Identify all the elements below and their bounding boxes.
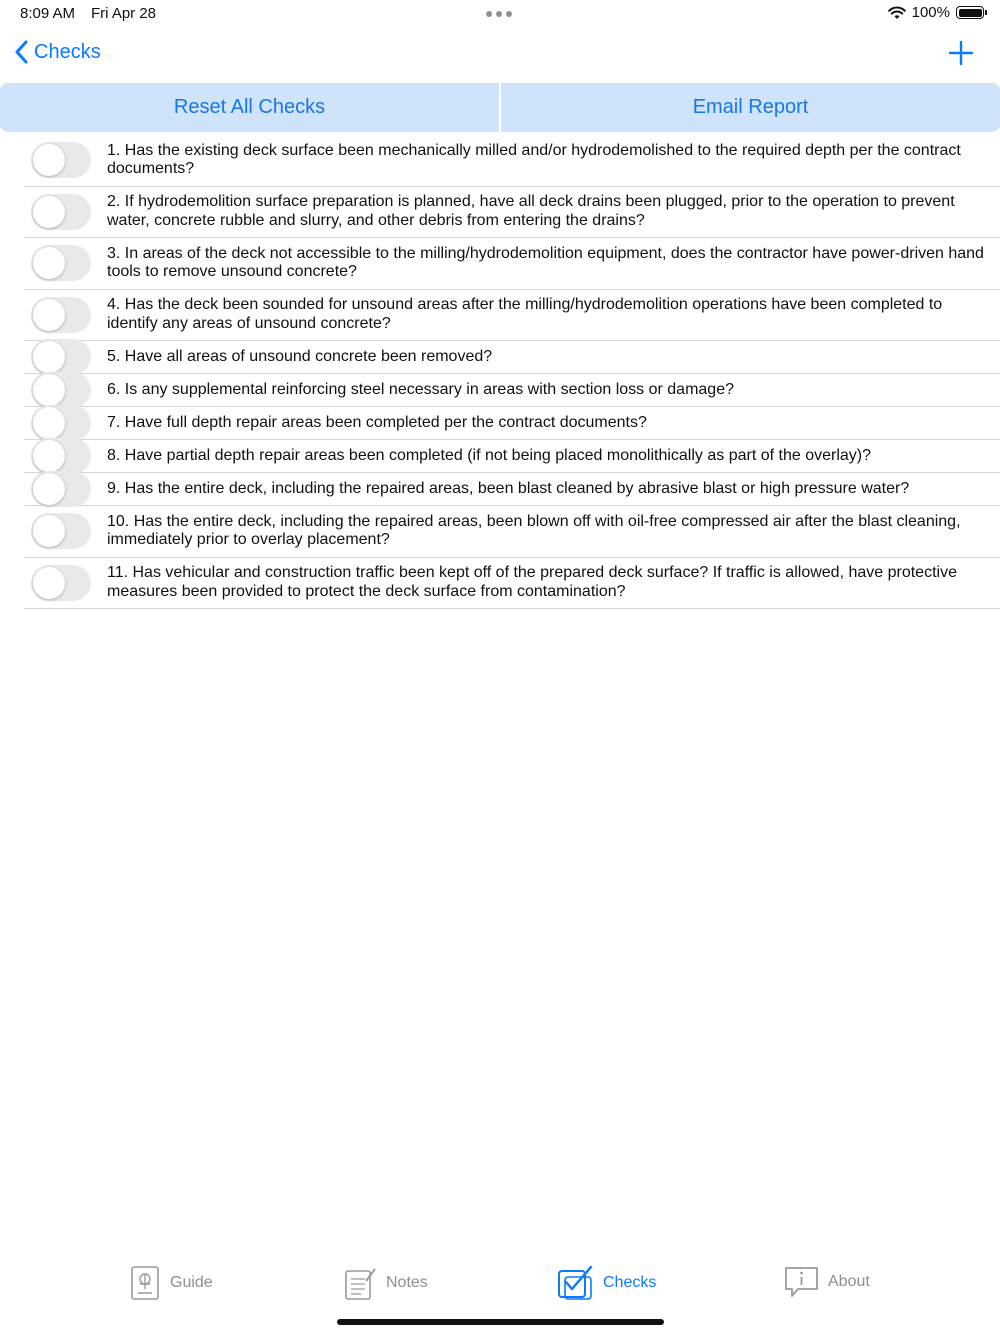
check-toggle[interactable] <box>31 438 91 474</box>
check-text: 7. Have full depth repair areas been completed per the contract documents? <box>107 413 647 431</box>
navigation-bar <box>0 34 1000 78</box>
check-toggle[interactable] <box>31 513 91 549</box>
check-row <box>24 558 1000 610</box>
check-toggle[interactable] <box>31 565 91 601</box>
checklist <box>24 135 1000 609</box>
check-row <box>24 238 1000 290</box>
tab-about-label: About <box>828 1273 870 1290</box>
check-text: 5. Have all areas of unsound concrete been removed? <box>107 347 493 365</box>
plus-icon <box>948 40 974 66</box>
check-row <box>24 506 1000 558</box>
multitasking-dots-icon[interactable] <box>486 11 512 17</box>
check-row <box>24 407 1000 440</box>
check-text: 4. Has the deck been sounded for unsound areas after the milling/hydrodemolition operations have been completed to identify any areas of unsound concrete? <box>107 296 943 332</box>
reset-all-checks-button[interactable]: Reset All Checks <box>0 83 499 132</box>
wifi-icon <box>888 6 906 20</box>
check-text: 1. Has the existing deck surface been mechanically milled and/or hydrodemolished to the required depth per the contract documents? <box>107 141 961 178</box>
tab-guide[interactable] <box>130 1265 213 1301</box>
toggle-knob <box>33 299 65 331</box>
battery-icon <box>956 6 984 19</box>
toggle-knob <box>33 473 65 505</box>
toggle-knob <box>33 440 65 472</box>
check-toggle[interactable] <box>31 372 91 408</box>
check-toggle[interactable] <box>31 194 91 230</box>
check-text: 6. Is any supplemental reinforcing steel necessary in areas with section loss or damage? <box>107 380 734 398</box>
check-text: 3. In areas of the deck not accessible to the milling/hydrodemolition equipment, does the contractor have power-driven hand tools to remove unsound concrete? <box>107 244 984 281</box>
check-text: 10. Has the entire deck, including the repaired areas, been blown off with oil-free compressed air after the blast cleaning, immediately prior to overlay placement? <box>107 512 961 549</box>
action-buttons <box>0 83 1000 132</box>
about-icon <box>784 1265 820 1299</box>
guide-icon <box>130 1265 162 1301</box>
tab-checks[interactable] <box>557 1265 656 1301</box>
check-toggle[interactable] <box>31 245 91 281</box>
tab-notes-label: Notes <box>386 1274 428 1291</box>
check-toggle[interactable] <box>31 297 91 333</box>
notes-icon <box>344 1265 378 1301</box>
email-report-button[interactable]: Email Report <box>501 83 1000 132</box>
check-toggle[interactable] <box>31 405 91 441</box>
toggle-knob <box>33 407 65 439</box>
check-toggle[interactable] <box>31 471 91 507</box>
check-row <box>24 187 1000 239</box>
check-toggle[interactable] <box>31 142 91 178</box>
status-bar <box>0 0 1000 28</box>
check-row <box>24 473 1000 506</box>
back-button[interactable] <box>14 40 101 64</box>
tab-about[interactable] <box>784 1265 870 1299</box>
tab-notes[interactable] <box>344 1265 428 1301</box>
check-row <box>24 290 1000 342</box>
check-text: 11. Has vehicular and construction traffic been kept off of the prepared deck surface? If traffic is allowed, have protective measures been provided to protect the deck surface from contamination? <box>107 564 957 600</box>
check-text: 8. Have partial depth repair areas been completed (if not being placed monolithically as part of the overlay)? <box>107 446 871 464</box>
tab-checks-label: Checks <box>603 1274 657 1291</box>
toggle-knob <box>33 341 65 373</box>
toggle-knob <box>33 144 65 176</box>
chevron-left-icon <box>14 40 28 64</box>
check-text: 9. Has the entire deck, including the repaired areas, been blast cleaned by abrasive blast or high pressure water? <box>107 479 910 497</box>
tab-guide-label: Guide <box>170 1274 213 1291</box>
back-button-label: Checks <box>34 40 101 63</box>
check-row <box>24 341 1000 374</box>
toggle-knob <box>33 567 65 599</box>
check-row <box>24 374 1000 407</box>
check-row <box>24 135 1000 187</box>
toggle-knob <box>33 515 65 547</box>
status-time: 8:09 AM <box>20 5 76 22</box>
checks-icon <box>557 1265 595 1301</box>
check-toggle[interactable] <box>31 339 91 375</box>
add-button[interactable] <box>948 40 974 71</box>
check-row <box>24 440 1000 473</box>
home-indicator <box>337 1319 664 1325</box>
status-date: Fri Apr 28 <box>91 5 157 22</box>
toggle-knob <box>33 374 65 406</box>
toggle-knob <box>33 196 65 228</box>
battery-percent: 100% <box>911 4 950 21</box>
status-right <box>888 4 984 21</box>
tab-bar <box>0 1265 1000 1317</box>
check-text: 2. If hydrodemolition surface preparation is planned, have all deck drains been plugged, prior to the operation to prevent water, concrete rubble and slurry, and other debris from entering the drains? <box>107 193 955 229</box>
toggle-knob <box>33 247 65 279</box>
